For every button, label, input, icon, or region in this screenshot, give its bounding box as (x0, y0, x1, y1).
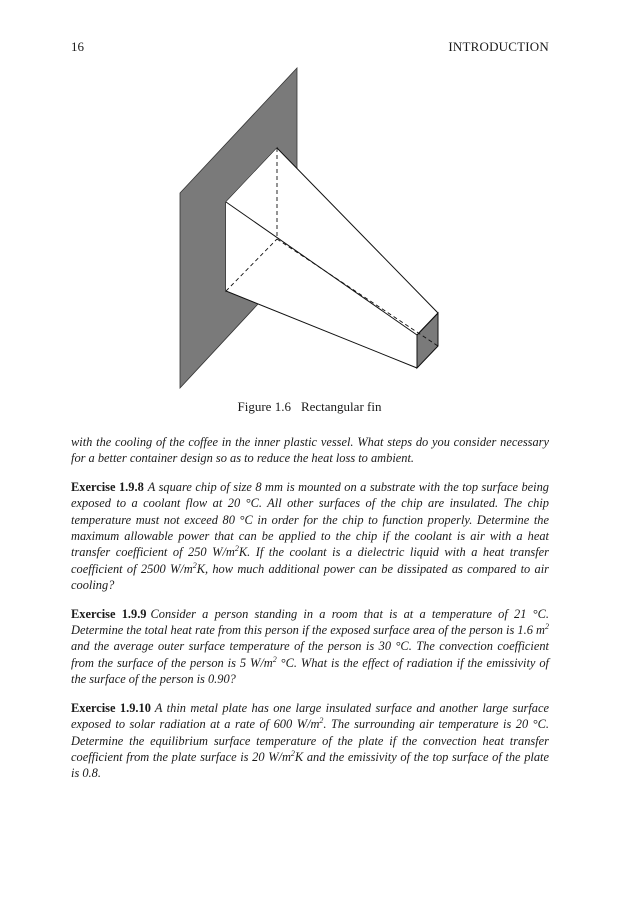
exercise-text: Consider a person standing in a room that is at a temperature of 21 °C. Determine the total heat rate from this person if the exposed surface area of the person is 1.6 m (71, 606, 549, 638)
exercise-text: and the average outer surface temperature of the person is 30 °C. The convection coefficient from the surface of the person is 5 W/m (71, 639, 549, 670)
figure-caption-label: Figure 1.6 (237, 399, 291, 414)
superscript: 2 (272, 654, 277, 664)
superscript: 2 (319, 716, 324, 726)
figure-caption-title: Rectangular fin (300, 399, 382, 414)
exercise-text: K and the emissivity of the top surface of the plate is 0.8. (71, 749, 549, 781)
exercise-label: Exercise 1.9.10 (71, 700, 151, 715)
exercise-text: K, how much additional power can be dissipated as compared to air cooling? (71, 561, 549, 593)
rectangular-fin-figure (0, 0, 619, 400)
page-number: 16 (71, 39, 84, 54)
exercise-text: . The surrounding air temperature is 20 °C. Determine the equilibrium surface temperature of the plate if the convection heat transfer coefficient from the plate surface is 20 W/m (71, 717, 549, 764)
superscript: 2 (290, 748, 295, 758)
exercise-1-9-9 (71, 606, 549, 688)
exercise-label: Exercise 1.9.8 (71, 479, 144, 494)
rectangular-fin-diagram (0, 0, 619, 400)
exercise-text: A thin metal plate has one large insulated surface and another large surface exposed to solar radiation at a rate of 600 W/m (71, 700, 549, 732)
exercise-text: A square chip of size 8 mm is mounted on a substrate with the top surface being exposed to a coolant flow at 20 °C. All other surfaces of the chip are insulated. The chip temperature must not exceed 80 °C in order for the chip to function properly. Determine the maximum allowable power that can be applied to the chip if the coolant is air with a heat transfer coefficient of 250 W/m (71, 479, 549, 560)
exercise-1-9-8 (71, 479, 549, 594)
continuation-paragraph: with the cooling of the coffee in the inner plastic vessel. What steps do you consider necessary for a better container design so as to reduce the heat loss to ambient. (71, 435, 549, 466)
exercise-label: Exercise 1.9.9 (71, 606, 147, 621)
body-text (71, 434, 549, 794)
exercise-text: K. If the coolant is a dielectric liquid with a heat transfer coefficient of 2500 W/m (71, 545, 549, 576)
superscript: 2 (192, 560, 197, 570)
superscript: 2 (545, 622, 549, 632)
exercise-text: °C. What is the effect of radiation if the emissivity of the surface of the person is 0.90? (71, 655, 549, 687)
figure-caption (0, 399, 619, 415)
running-header: INTRODUCTION (448, 39, 549, 54)
exercise-1-9-10 (71, 700, 549, 782)
superscript: 2 (234, 544, 239, 554)
